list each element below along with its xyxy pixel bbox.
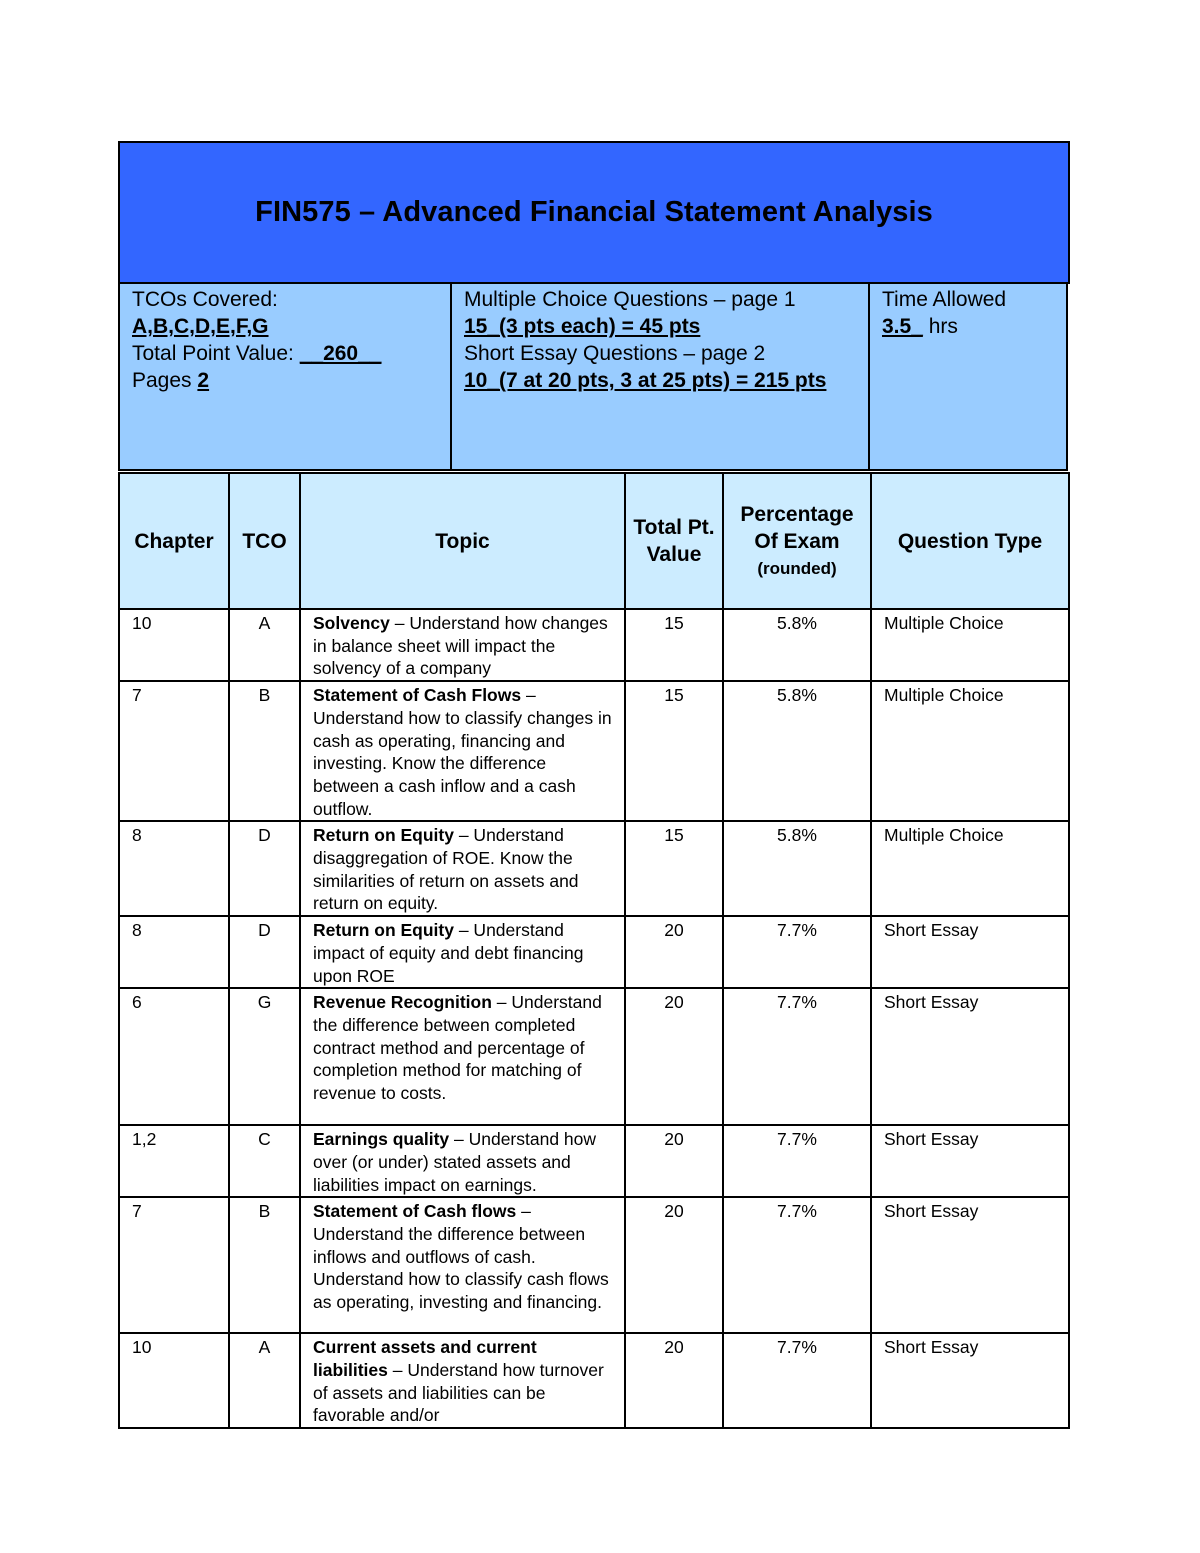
table-row <box>119 916 1069 988</box>
points-cell: 20 <box>625 1197 723 1333</box>
tco-cell: D <box>229 821 300 916</box>
time-cell <box>868 282 1068 471</box>
table-row <box>119 609 1069 681</box>
percentage-cell: 7.7% <box>723 988 871 1125</box>
chapter-cell: 7 <box>119 1197 229 1333</box>
topic-description: – Understand how changes in balance sheet will impact the solvency of a company <box>313 613 608 679</box>
topic-description: – Understand how to classify changes in cash as operating, financing and investing. Know the difference between a cash inflow and a cash outflow. <box>313 685 612 819</box>
exam-topics-table <box>118 472 1070 1429</box>
header-tco: TCO <box>229 473 300 609</box>
topic-title: Return on Equity <box>313 920 454 941</box>
topic-cell <box>300 1333 625 1428</box>
table-row <box>119 1125 1069 1197</box>
percentage-cell: 5.8% <box>723 609 871 681</box>
topic-description: – Understand the difference between inflows and outflows of cash. Understand how to classify cash flows as operating, investing and financing. <box>313 1201 609 1313</box>
points-cell: 20 <box>625 916 723 988</box>
topic-cell <box>300 821 625 916</box>
mc-value: 15_(3 pts each) = 45 pts <box>464 315 701 338</box>
table-row <box>119 681 1069 821</box>
topic-cell <box>300 681 625 821</box>
header-topic: Topic <box>300 473 625 609</box>
chapter-cell: 7 <box>119 681 229 821</box>
mc-label: Multiple Choice Questions – page 1 <box>464 288 796 311</box>
percentage-cell: 5.8% <box>723 821 871 916</box>
percentage-cell: 7.7% <box>723 1125 871 1197</box>
tco-cell: C <box>229 1125 300 1197</box>
topic-cell <box>300 916 625 988</box>
points-cell: 15 <box>625 681 723 821</box>
topic-description: – Understand the difference between completed contract method and percentage of completion method for matching of revenue to costs. <box>313 992 602 1104</box>
topic-title: Statement of Cash flows <box>313 1201 517 1222</box>
header-percentage-text: Percentage Of Exam <box>740 502 854 553</box>
header-percentage-note: (rounded) <box>757 558 837 578</box>
chapter-cell: 6 <box>119 988 229 1125</box>
questions-cell <box>450 282 870 471</box>
header-question-type: Question Type <box>871 473 1069 609</box>
header-chapter: Chapter <box>119 473 229 609</box>
pages-label: Pages <box>132 369 198 392</box>
points-cell: 20 <box>625 988 723 1125</box>
points-cell: 20 <box>625 1125 723 1197</box>
chapter-cell: 8 <box>119 821 229 916</box>
tcos-cell <box>118 282 452 471</box>
topic-title: Statement of Cash Flows <box>313 685 522 706</box>
chapter-cell: 1,2 <box>119 1125 229 1197</box>
question-type-cell: Multiple Choice <box>871 681 1069 821</box>
chapter-cell: 10 <box>119 1333 229 1428</box>
chapter-cell: 10 <box>119 609 229 681</box>
points-cell: 15 <box>625 609 723 681</box>
points-cell: 20 <box>625 1333 723 1428</box>
topic-title: Current assets and current liabilities <box>313 1337 537 1381</box>
header-percentage <box>723 473 871 609</box>
percentage-cell: 7.7% <box>723 1333 871 1428</box>
question-type-cell: Short Essay <box>871 988 1069 1125</box>
tco-cell: A <box>229 1333 300 1428</box>
total-point-label: Total Point Value: <box>132 342 300 365</box>
topic-cell <box>300 1125 625 1197</box>
question-type-cell: Multiple Choice <box>871 609 1069 681</box>
table-header-row <box>119 473 1069 609</box>
exam-info-row <box>118 282 1070 473</box>
topic-description: – Understand how turnover of assets and liabilities can be favorable and/or <box>313 1360 604 1426</box>
tco-cell: B <box>229 1197 300 1333</box>
se-label: Short Essay Questions – page 2 <box>464 342 766 365</box>
topic-title: Earnings quality <box>313 1129 450 1150</box>
table-row <box>119 988 1069 1125</box>
percentage-cell: 7.7% <box>723 916 871 988</box>
table-row <box>119 821 1069 916</box>
question-type-cell: Short Essay <box>871 1333 1069 1428</box>
topic-cell <box>300 609 625 681</box>
question-type-cell: Short Essay <box>871 1197 1069 1333</box>
topic-description: – Understand impact of equity and debt financing upon ROE <box>313 920 584 986</box>
tco-cell: B <box>229 681 300 821</box>
percentage-cell: 7.7% <box>723 1197 871 1333</box>
total-point-value: __260__ <box>299 342 382 365</box>
tco-cell: A <box>229 609 300 681</box>
tcos-value: A,B,C,D,E,F,G <box>132 315 269 338</box>
percentage-cell: 5.8% <box>723 681 871 821</box>
question-type-cell: Short Essay <box>871 1125 1069 1197</box>
table-row <box>119 1333 1069 1428</box>
topic-title: Revenue Recognition <box>313 992 492 1013</box>
title-banner <box>118 141 1070 284</box>
page-title: FIN575 – Advanced Financial Statement Analysis <box>255 196 933 228</box>
time-label: Time Allowed <box>882 288 1007 311</box>
topic-title: Return on Equity <box>313 825 454 846</box>
topic-title: Solvency <box>313 613 390 633</box>
topic-cell <box>300 1197 625 1333</box>
header-total: Total Pt. Value <box>625 473 723 609</box>
topic-description: – Understand disaggregation of ROE. Know the similarities of return on assets and return on equity. <box>313 825 579 914</box>
question-type-cell: Multiple Choice <box>871 821 1069 916</box>
tcos-label: TCOs Covered: <box>132 288 278 311</box>
topic-description: – Understand how over (or under) stated assets and liabilities impact on earnings. <box>313 1129 597 1195</box>
chapter-cell: 8 <box>119 916 229 988</box>
pages-value: 2 <box>197 369 210 392</box>
se-value: 10_(7 at 20 pts, 3 at 25 pts) = 215 pts <box>464 369 827 392</box>
tco-cell: G <box>229 988 300 1125</box>
table-row <box>119 1197 1069 1333</box>
time-unit: hrs <box>922 315 958 338</box>
tco-cell: D <box>229 916 300 988</box>
topic-cell <box>300 988 625 1125</box>
question-type-cell: Short Essay <box>871 916 1069 988</box>
points-cell: 15 <box>625 821 723 916</box>
time-value: 3.5_ <box>882 315 923 338</box>
